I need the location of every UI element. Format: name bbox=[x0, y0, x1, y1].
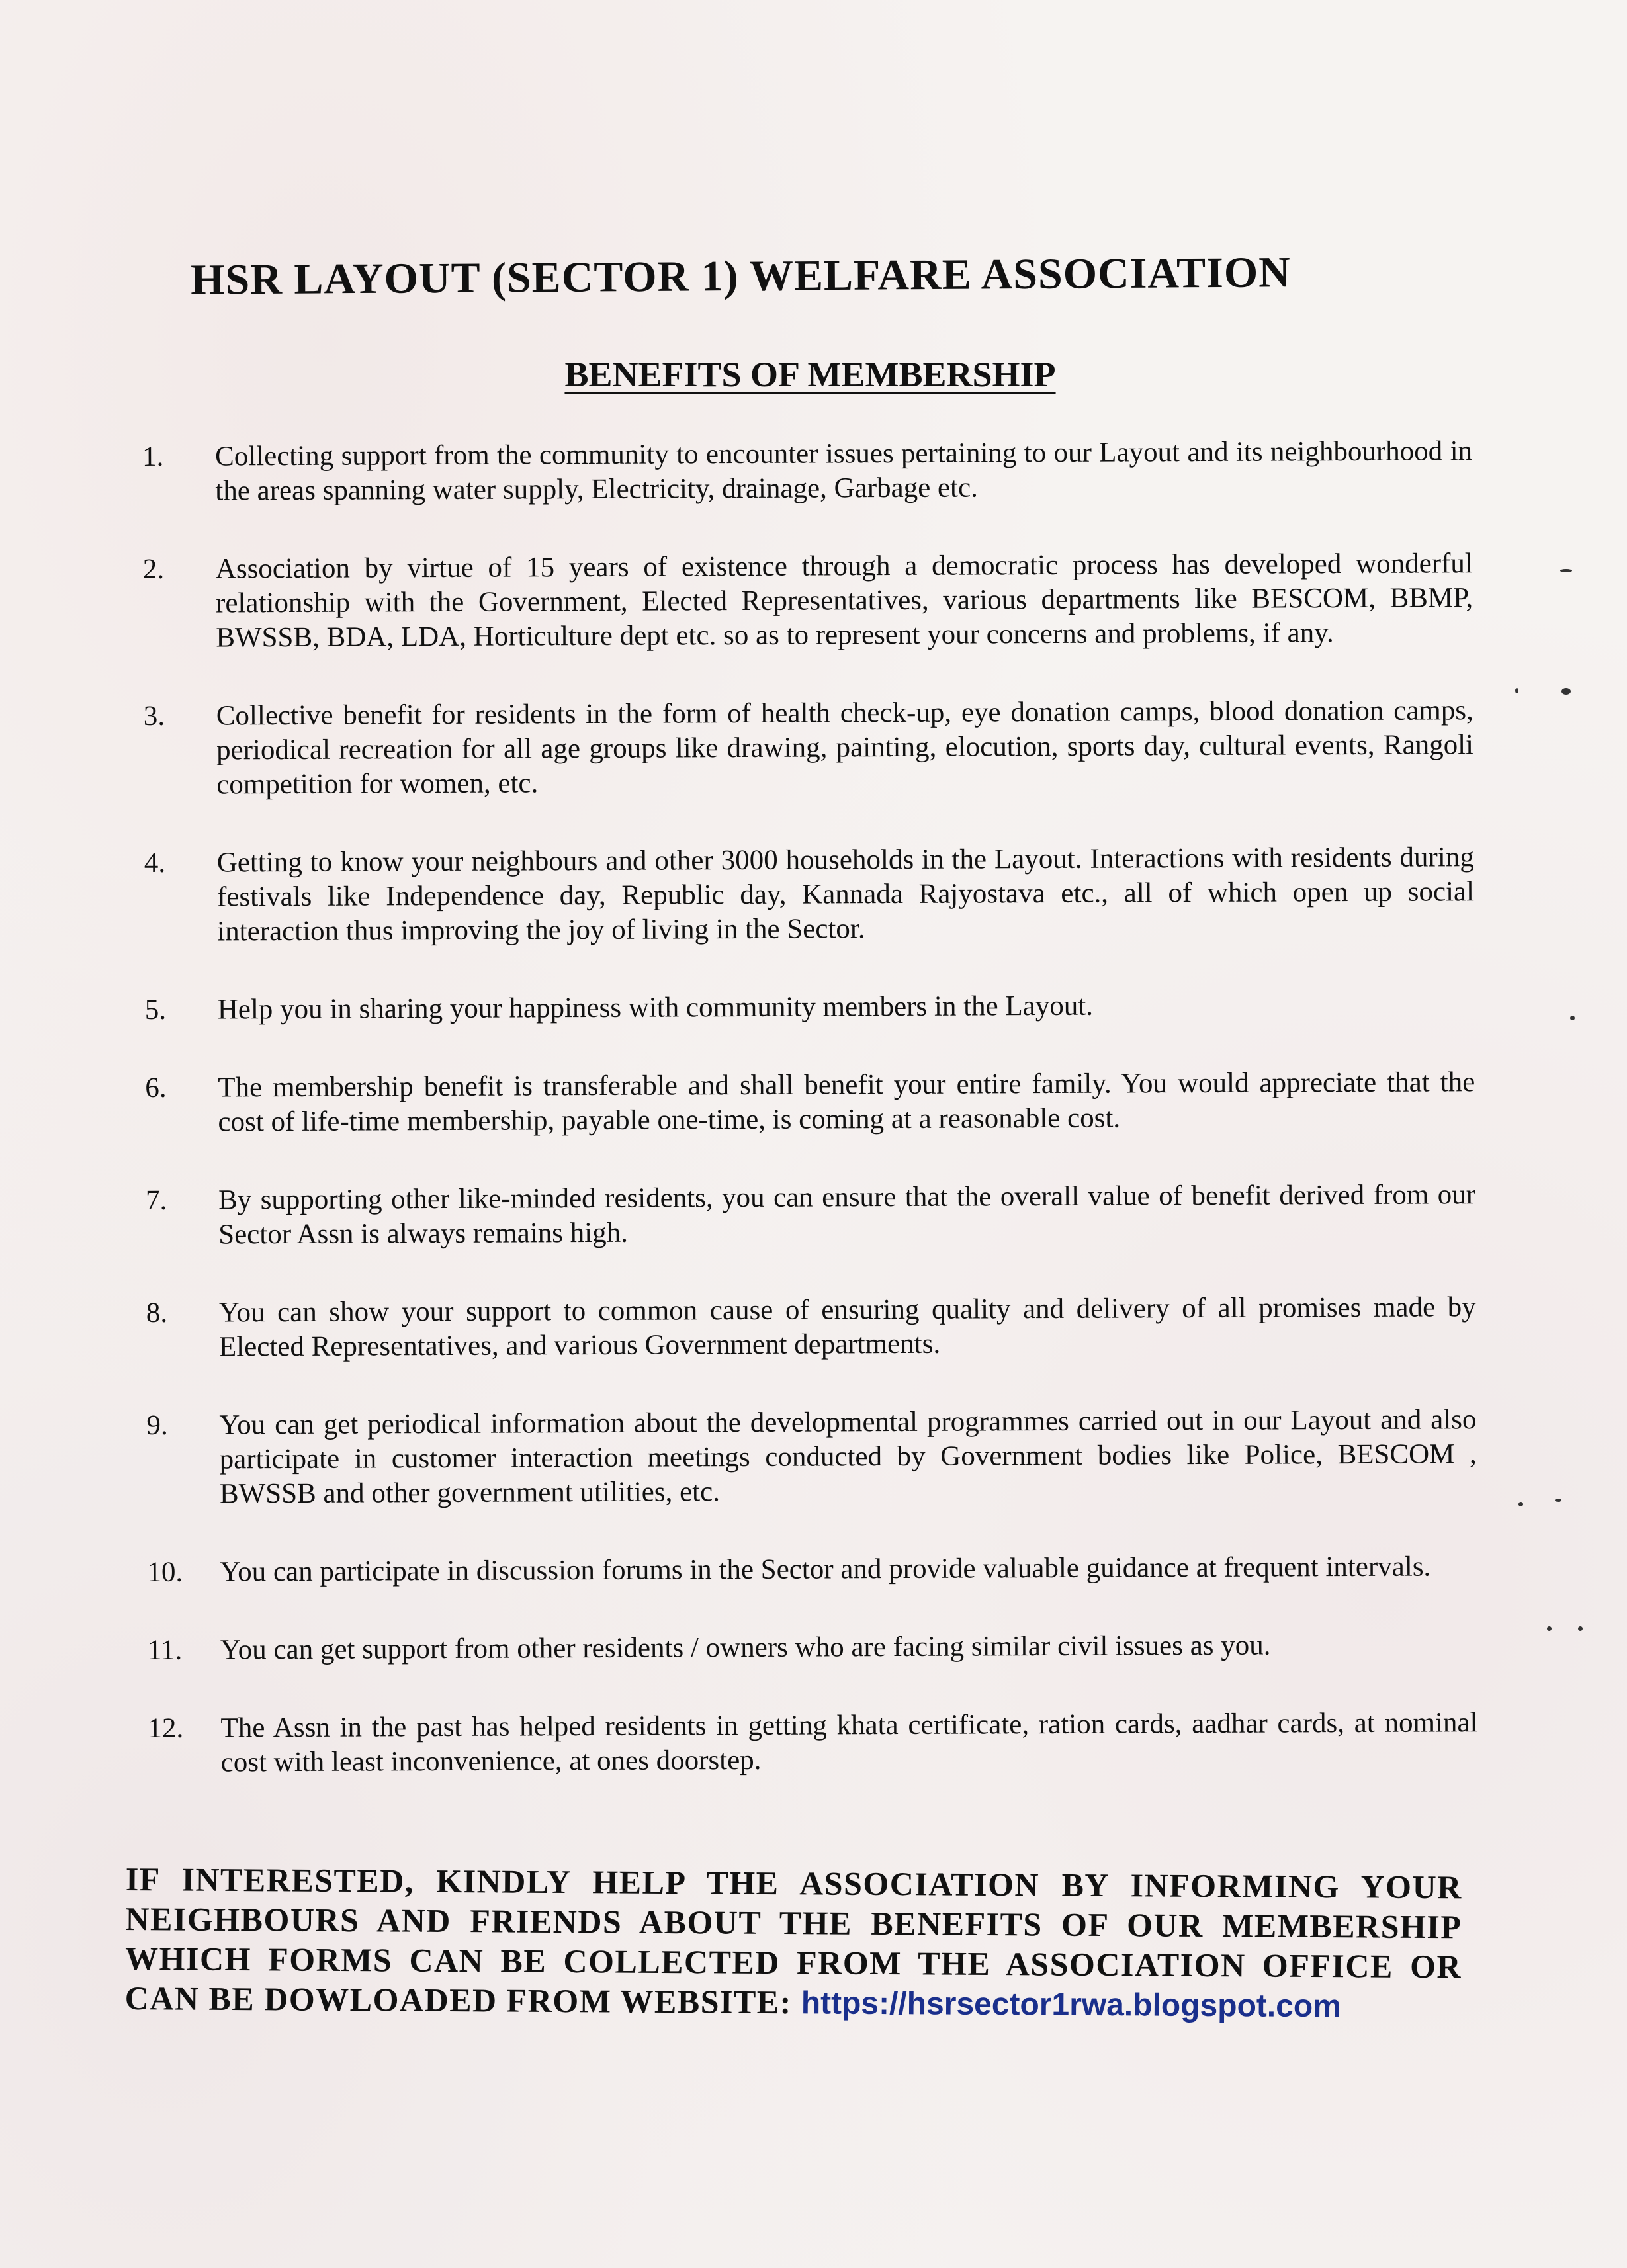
item-number: 2. bbox=[142, 553, 165, 585]
scan-speck bbox=[1547, 1626, 1552, 1631]
list-item bbox=[140, 1290, 1476, 1365]
item-number: 3. bbox=[143, 700, 165, 732]
item-number: 8. bbox=[146, 1297, 168, 1329]
list-item bbox=[140, 1549, 1477, 1590]
item-text: The membership benefit is transferable and shall benefit your entire family. You would appreciate that the cost of life-time membership, payable one-time, is coming at a reasonable cost. bbox=[218, 1067, 1475, 1138]
item-text: You can get periodical information about the developmental programmes carried out in our Layout and also participate in customer interaction meetings conducted by Government bodies like Police, BESCOM , BWSSB and other government utilities, etc. bbox=[219, 1404, 1477, 1510]
item-number: 7. bbox=[145, 1184, 167, 1216]
closing-appeal bbox=[125, 1859, 1462, 2027]
list-item bbox=[136, 546, 1473, 656]
item-number: 5. bbox=[144, 994, 167, 1025]
scan-speck bbox=[1555, 1499, 1561, 1502]
item-text: The Assn in the past has helped residents in getting khata certificate, ration cards, aadhar cards, at nominal cost with least inconvenience, at ones doorstep. bbox=[220, 1707, 1478, 1778]
item-text: Help you in sharing your happiness with community members in the Layout. bbox=[217, 990, 1094, 1025]
association-title: HSR LAYOUT (SECTOR 1) WELFARE ASSOCIATION bbox=[190, 248, 1292, 304]
item-text: You can show your support to common cause of ensuring quality and delivery of all promises made by Elected Representatives, and various Government departments. bbox=[218, 1291, 1476, 1363]
item-number: 9. bbox=[146, 1409, 168, 1441]
benefits-heading: BENEFITS OF MEMBERSHIP bbox=[564, 355, 1056, 394]
item-text: Getting to know your neighbours and other 3000 households in the Layout. Interactions with residents during festivals like Independence day, Republic day, Kannada Rajyostava etc., all of which open up social interaction thus improving the joy of living in the Sector. bbox=[216, 842, 1475, 947]
closing-text: IF INTERESTED, KINDLY HELP THE ASSOCIATION BY INFORMING YOUR NEIGHBOURS AND FRIENDS ABOUT THE BENEFITS OF OUR MEMBERSHIP WHICH FORMS CAN BE COLLECTED FROM THE ASSOCIATION OFFICE OR CAN BE DOWLOADED FROM WEBSITE: bbox=[124, 1860, 1462, 2021]
list-item bbox=[138, 840, 1475, 949]
item-text: Collecting support from the community to encounter issues pertaining to our Layout and its neighbourhood in the areas spanning water supply, Electricity, drainage, Garbage etc. bbox=[215, 435, 1473, 507]
scan-speck bbox=[1518, 1502, 1523, 1506]
scan-speck bbox=[1561, 688, 1571, 695]
list-item bbox=[138, 987, 1475, 1027]
list-item bbox=[136, 434, 1472, 509]
item-number: 10. bbox=[147, 1556, 183, 1588]
scan-speck bbox=[1570, 1016, 1575, 1020]
benefits-list bbox=[136, 434, 1478, 1824]
item-number: 6. bbox=[145, 1072, 167, 1104]
item-number: 12. bbox=[148, 1712, 184, 1744]
item-text: You can participate in discussion forums in the Sector and provide valuable guidance at frequent intervals. bbox=[220, 1551, 1431, 1588]
list-item bbox=[137, 693, 1474, 803]
scan-speck bbox=[1578, 1626, 1583, 1631]
scan-speck bbox=[1560, 569, 1572, 572]
list-item bbox=[141, 1706, 1477, 1780]
item-text: Association by virtue of 15 years of existence through a democratic process has developed wonderful relationship with the Government, Elected Representatives, various departments like BESCOM, BBMP, BWSSB, BDA, LDA, Horticulture dept etc. so as to represent your concerns and problems, if any. bbox=[215, 548, 1473, 654]
item-text: You can get support from other residents / owners who are facing similar civil issues as you. bbox=[220, 1630, 1271, 1666]
item-text: By supporting other like-minded residents, you can ensure that the overall value of benefit derived from our Sector Assn is always remains high. bbox=[218, 1179, 1476, 1250]
website-link[interactable]: https://hsrsector1rwa.blogspot.com bbox=[801, 1985, 1342, 2025]
list-item bbox=[140, 1403, 1477, 1512]
scan-speck bbox=[1515, 688, 1518, 693]
list-item bbox=[138, 1065, 1475, 1140]
item-number: 11. bbox=[147, 1634, 183, 1666]
list-item bbox=[139, 1178, 1475, 1252]
list-item bbox=[141, 1628, 1477, 1668]
item-number: 1. bbox=[142, 441, 164, 472]
item-text: Collective benefit for residents in the form of health check-up, eye donation camps, blood donation camps, periodical recreation for all age groups like drawing, painting, elocution, sports day, cultural events, Rangoli competition for women, etc. bbox=[216, 695, 1474, 801]
item-number: 4. bbox=[144, 847, 166, 879]
